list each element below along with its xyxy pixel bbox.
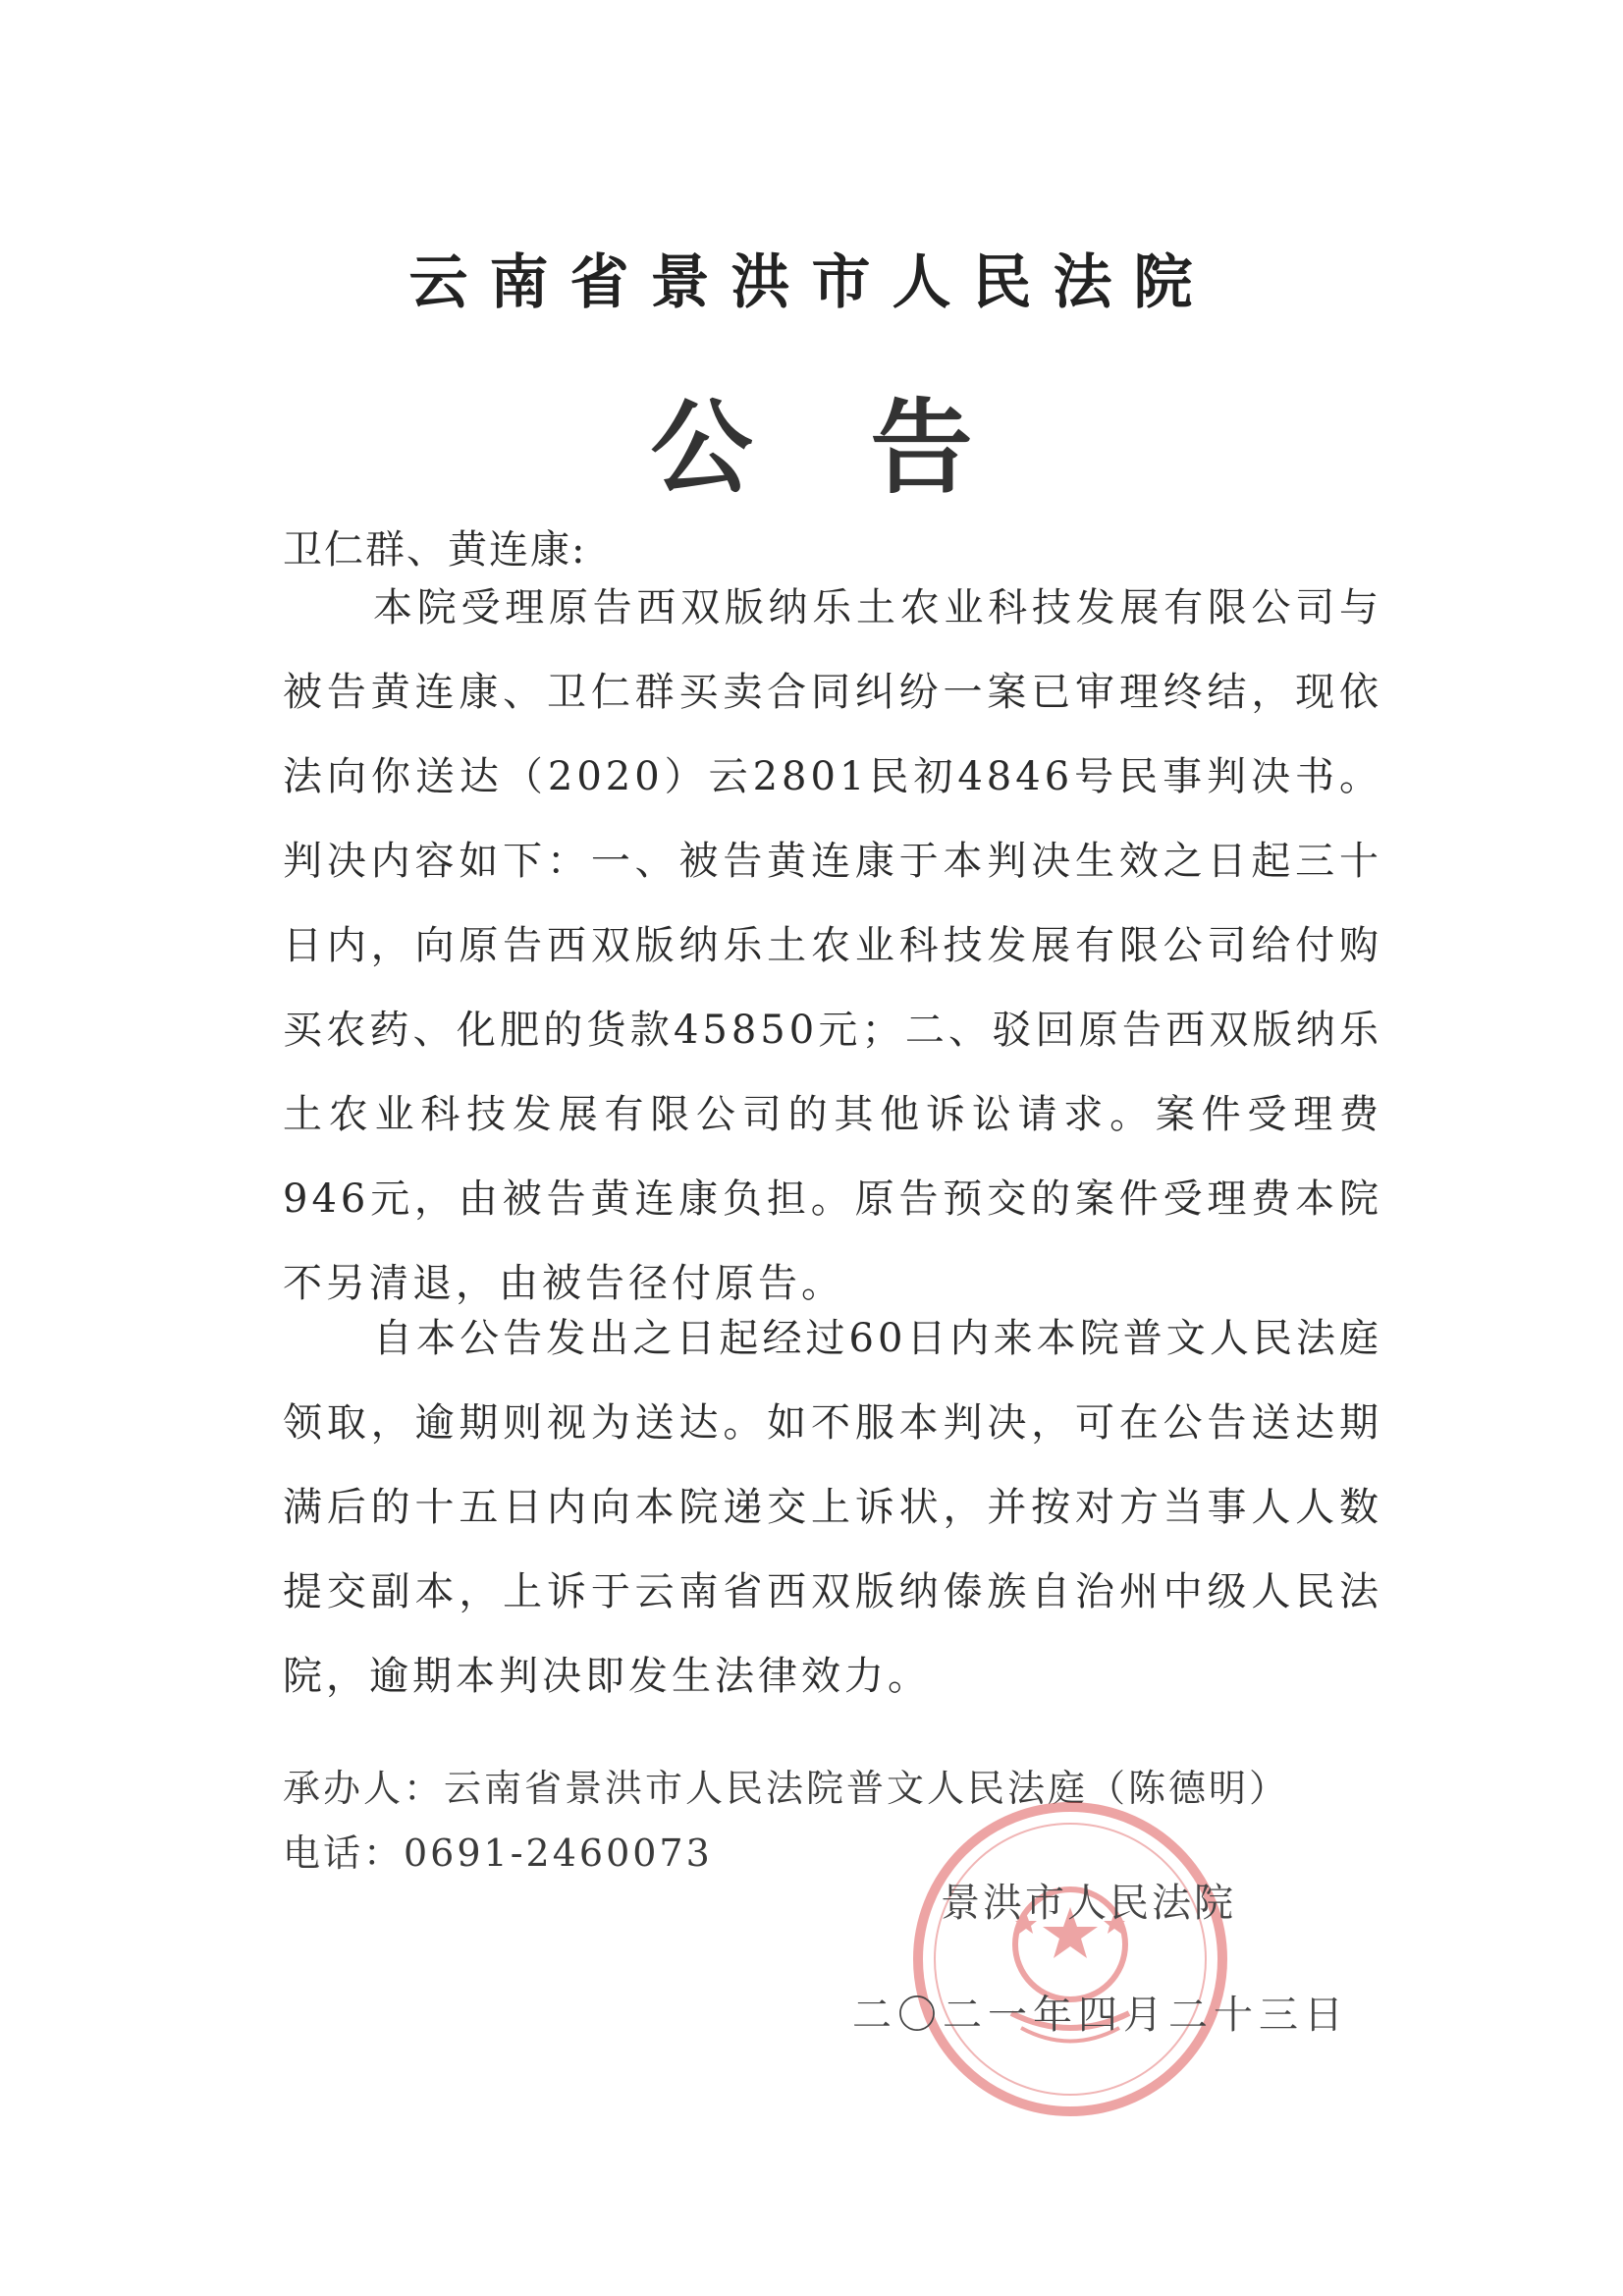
issue-date: 二〇二一年四月二十三日 <box>852 1993 1349 2038</box>
addressee: 卫仁群、黄连康: <box>283 527 587 573</box>
document-title: 公告 <box>650 388 1091 508</box>
judgment-paragraph: 本院受理原告西双版纳乐土农业科技发展有限公司与被告黄连康、卫仁群买卖合同纠纷一案已审理终结，现依法向你送达（2020）云2801民初4846号民事判决书。判决内容如下：一、被告黄连康于本判决生效之日起三十日内，向原告西双版纳乐土农业科技发展有限公司给付购买农药、化肥的货款45850元；二、驳回原告西双版纳乐土农业科技发展有限公司的其他诉讼请求。案件受理费946元，由被告黄连康负担。原告预交的案件受理费本院不另清退，由被告径付原告。 <box>283 585 1382 1306</box>
court-seal-icon <box>908 1797 1232 2121</box>
service-notice-paragraph: 自本公告发出之日起经过60日内来本院普文人民法庭领取，逾期则视为送达。如不服本判决，可在公告送达期满后的十五日内向本院递交上诉状，并按对方当事人人数提交副本，上诉于云南省西双版纳傣族自治州中级人民法院，逾期本判决即发生法律效力。 <box>283 1316 1382 1699</box>
handler-line: 承办人：云南省景洪市人民法院普文人民法庭（陈德明） <box>283 1767 1290 1810</box>
phone-line: 电话：0691-2460073 <box>283 1831 713 1875</box>
issuing-court-signature: 景洪市人民法院 <box>941 1881 1236 1926</box>
court-name-heading: 云南省景洪市人民法院 <box>408 248 1215 317</box>
